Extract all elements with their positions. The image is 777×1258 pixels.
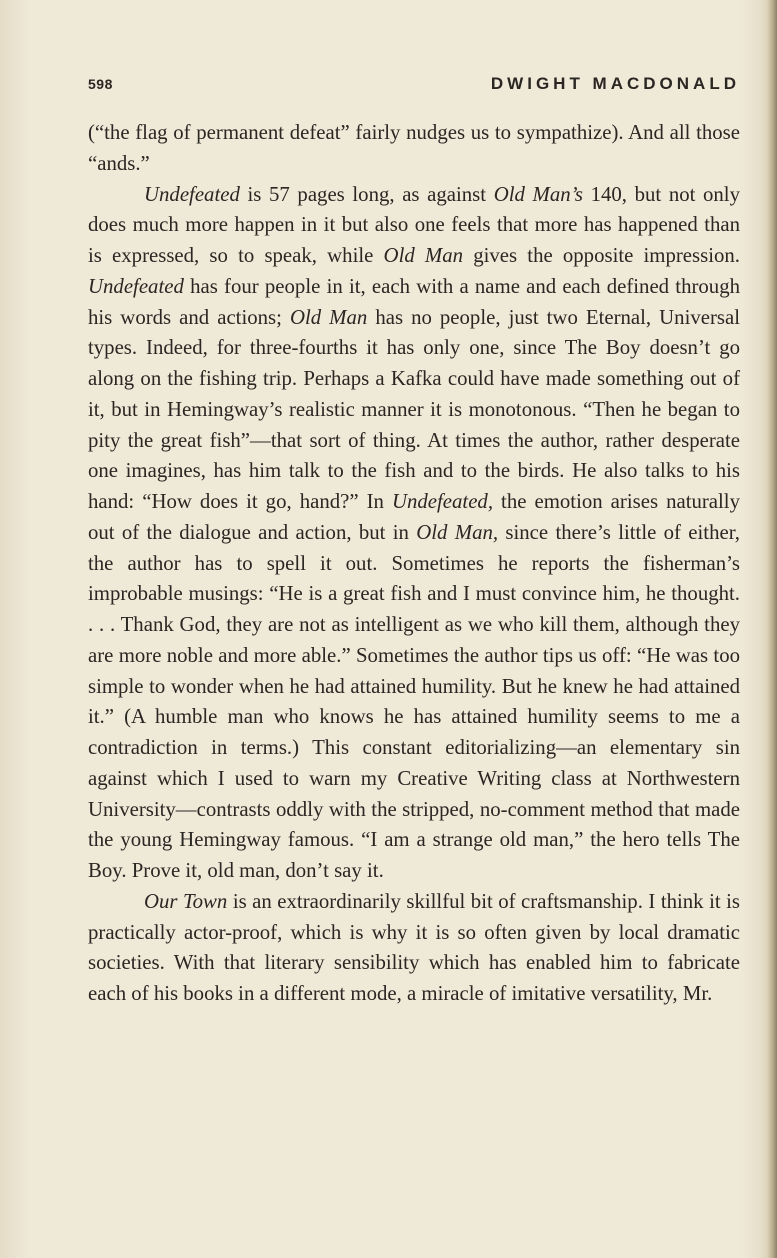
italic-title: Our Town (144, 889, 228, 913)
italic-title: Old Man, (416, 520, 499, 544)
text-run: the emotion arises naturally out of the dialogue and action, but in (88, 490, 740, 544)
italic-title: Old Man’s (493, 182, 583, 206)
text-run: (“the flag of permanent defeat” fairly nudges us to sympathize). And all those “ands.” (88, 121, 740, 175)
text-run: since there’s little of either, the author has to spell it out. Sometimes he reports the fisherman’s improbable musings: “He is a great fish and I must convince him, he thought. . . . Thank God, they are not as intelligent as we who kill them, although they are more noble and more able.” Sometimes the author tips us off: “He was too simple to wonder when he had attained humility. But he knew he had attained it.” (A humble man who knows he has attained humility seems to me a contradiction in terms.) This constant editorializing—an elementary sin against which I used to warn my Creative Writing class at Northwestern University—contrasts oddly with the stripped, no-comment method that made the young Hemingway famous. “I am a strange old man,” the hero tells The Boy. Prove it, old man, don’t say it. (88, 520, 740, 882)
page-number: 598 (88, 76, 113, 92)
text-run: has four people in it, each with a name and each defined through his words and actions; (88, 274, 740, 329)
text-run: 140, but not only does much more happen in it but also one feels that more has happened than is expressed, so to speak, while (88, 182, 740, 267)
paragraph (88, 180, 740, 887)
italic-title: Old Man (289, 305, 368, 329)
italic-title: Old Man (383, 244, 464, 267)
italic-title: Undefeated (88, 274, 184, 298)
text-run: has no people, just two Eternal, Universal types. Indeed, for three-fourths it has only one, since The Boy doesn’t go along on the fishing trip. Perhaps a Kafka could have made something out of it, but in Hemingway’s realistic manner it is monotonous. “Then he began to pity the great fish”—that sort of thing. At times the author, rather desperate one imagines, has him talk to the fish and to the birds. He also talks to his hand: “How does it go, hand?” In (88, 305, 740, 513)
page-edge-shadow (767, 0, 777, 1258)
text-run: is 57 pages long, as against (239, 182, 494, 206)
italic-title: Undefeated (144, 182, 240, 206)
text-run: is an extraordinarily skillful bit of craftsmanship. I think it is practically actor-proof, which is why it is so often given by local dramatic societies. With that literary sensibility which has enabled him to fabricate each of his books in a different mode, a miracle of imitative versatility, Mr. (88, 889, 740, 1005)
running-head: DWIGHT MACDONALD (490, 74, 740, 93)
body-text (88, 118, 740, 1010)
paragraph (88, 887, 740, 1010)
italic-title: Undefeated, (391, 490, 494, 513)
text-run: gives the opposite impression. (463, 244, 740, 267)
page-header (88, 74, 740, 98)
paragraph (88, 118, 740, 180)
